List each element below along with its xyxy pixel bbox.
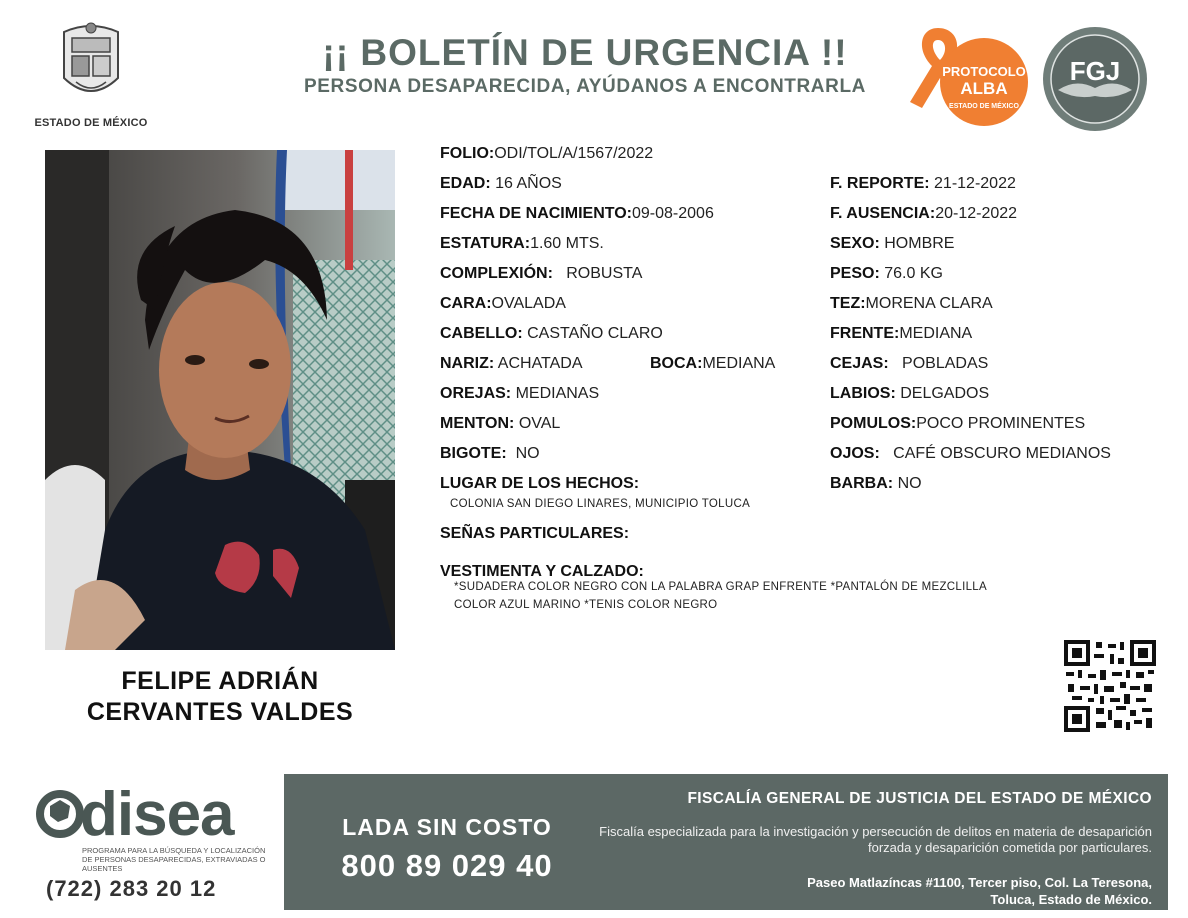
field-fecha-reporte (830, 174, 1016, 194)
field-label: VESTIMENTA Y CALZADO: (440, 563, 644, 580)
field-label: BOCA: (650, 355, 703, 372)
field-label: CABELLO: (440, 325, 523, 342)
field-value: MEDIANA (702, 355, 776, 372)
field-orejas (440, 384, 599, 404)
alba-line2: ALBA (960, 79, 1008, 98)
field-label: F. AUSENCIA: (830, 205, 936, 222)
address-line1: Paseo Matlazíncas #1100, Tercer piso, Col. La Teresona, (807, 875, 1152, 890)
fgj-label: FGJ (1069, 56, 1121, 86)
field-label: FOLIO: (440, 145, 495, 162)
field-cara (440, 294, 566, 314)
field-value: POCO PROMINENTES (916, 415, 1086, 432)
field-value: OVALADA (491, 295, 566, 312)
field-menton (440, 414, 560, 434)
protocolo-alba-logo (902, 22, 1030, 132)
field-value: 20-12-2022 (935, 205, 1018, 222)
field-label: FECHA DE NACIMIENTO: (440, 205, 632, 222)
field-complexion (440, 264, 642, 284)
field-value: ROBUSTA (566, 265, 643, 282)
field-estatura (440, 234, 604, 254)
state-map-icon (50, 800, 70, 822)
field-barba (830, 474, 922, 494)
field-value: MEDIANAS (515, 385, 600, 402)
field-label: POMULOS: (830, 415, 917, 432)
field-label: BARBA: (830, 475, 894, 492)
field-sexo (830, 234, 954, 254)
field-pomulos (830, 414, 1085, 434)
field-senas-particulares (440, 524, 629, 544)
footer-contact-panel (284, 774, 1168, 910)
qr-code-icon[interactable] (1064, 640, 1156, 732)
estado-de-mexico-logo (28, 18, 154, 129)
field-label: LABIOS: (830, 385, 896, 402)
field-folio (440, 144, 653, 164)
field-label: EDAD: (440, 175, 491, 192)
field-ojos (830, 444, 1111, 464)
person-name (45, 666, 395, 728)
toll-free-number[interactable]: 800 89 029 40 (341, 848, 553, 883)
field-value: 21-12-2022 (934, 175, 1016, 192)
field-label: CEJAS: (830, 355, 889, 372)
field-label: NARIZ: (440, 355, 495, 372)
field-tez (830, 294, 993, 314)
field-value: CAFÉ OBSCURO MEDIANOS (893, 445, 1111, 462)
bulletin-subtitle: PERSONA DESAPARECIDA, AYÚDANOS A ENCONTRARLA (304, 76, 866, 97)
coat-of-arms-icon (56, 18, 126, 104)
state-label: ESTADO DE MÉXICO (34, 117, 148, 129)
field-label: PESO: (830, 265, 880, 282)
person-name-line2: CERVANTES VALDES (86, 698, 354, 726)
field-value: MORENA CLARA (865, 295, 993, 312)
odisea-wordmark: disea (80, 780, 234, 849)
field-label: OREJAS: (440, 385, 512, 402)
address-line2: Toluca, Estado de México. (990, 892, 1152, 907)
field-label: MENTON: (440, 415, 515, 432)
field-fecha-nacimiento (440, 204, 714, 224)
field-fecha-ausencia (830, 204, 1017, 224)
alba-line3: ESTADO DE MÉXICO (949, 103, 1019, 110)
fiscalia-title: FISCALÍA GENERAL DE JUSTICIA DEL ESTADO DE MÉXICO (687, 790, 1152, 807)
field-value: 09-08-2006 (632, 205, 714, 222)
field-value: CASTAÑO CLARO (527, 325, 663, 342)
vestimenta-line1: *SUDADERA COLOR NEGRO CON LA PALABRA GRAP ENFRENTE *PANTALÓN DE MEZCLILLA (454, 581, 987, 593)
field-label: ESTATURA: (440, 235, 531, 252)
field-label: CARA: (440, 295, 492, 312)
fiscalia-address (592, 874, 1152, 908)
field-value: NO (515, 445, 540, 462)
field-value: 76.0 KG (884, 265, 943, 282)
field-cabello (440, 324, 663, 344)
odisea-description: PROGRAMA PARA LA BÚSQUEDA Y LOCALIZACIÓN DE PERSONAS DESAPARECIDAS, EXTRAVIADAS O AUSENTES (82, 846, 266, 873)
field-value: OVAL (518, 415, 561, 432)
field-nariz (440, 354, 583, 374)
field-label: OJOS: (830, 445, 880, 462)
fgj-seal-logo (1040, 24, 1150, 134)
field-edad (440, 174, 562, 194)
field-label: BIGOTE: (440, 445, 507, 462)
field-lugar-hechos (440, 474, 639, 494)
field-value: DELGADOS (900, 385, 990, 402)
field-label: F. REPORTE: (830, 175, 930, 192)
field-label: COMPLEXIÓN: (440, 265, 553, 282)
field-label: TEZ: (830, 295, 866, 312)
field-value: ODI/TOL/A/1567/2022 (494, 145, 654, 162)
person-photo-illustration (45, 150, 395, 650)
field-value: 16 AÑOS (495, 175, 562, 192)
missing-person-photo (45, 150, 395, 650)
field-value: HOMBRE (884, 235, 955, 252)
field-label: SEÑAS PARTICULARES: (440, 525, 630, 542)
vestimenta-line2: COLOR AZUL MARINO *TENIS COLOR NEGRO (454, 599, 718, 611)
field-value: NO (897, 475, 922, 492)
person-name-line1: FELIPE ADRIÁN (121, 667, 319, 695)
field-label: FRENTE: (830, 325, 900, 342)
field-label: SEXO: (830, 235, 880, 252)
field-value: MEDIANA (899, 325, 973, 342)
field-frente (830, 324, 972, 344)
field-peso (830, 264, 943, 284)
field-value: ACHATADA (497, 355, 583, 372)
field-label: LUGAR DE LOS HECHOS: (440, 475, 640, 492)
alba-line1: PROTOCOLO (942, 64, 1026, 79)
fiscalia-description: Fiscalía especializada para la investigación y persecución de delitos en materia de desaparición forzada y desaparición cometida por particulares. (599, 824, 1152, 855)
field-cejas (830, 354, 988, 374)
bulletin-title: ¡¡ BOLETÍN DE URGENCIA !! (322, 32, 848, 73)
field-bigote (440, 444, 540, 464)
lugar-hechos-value: COLONIA SAN DIEGO LINARES, MUNICIPIO TOLUCA (450, 498, 751, 510)
toll-free-label: LADA SIN COSTO (342, 814, 552, 840)
field-boca (650, 354, 775, 374)
bulletin-title-block (255, 32, 915, 98)
field-labios (830, 384, 989, 404)
field-value: POBLADAS (902, 355, 989, 372)
field-vestimenta (440, 562, 644, 582)
odisea-phone[interactable]: (722) 283 20 12 (46, 876, 217, 901)
field-value: 1.60 MTS. (530, 235, 604, 252)
